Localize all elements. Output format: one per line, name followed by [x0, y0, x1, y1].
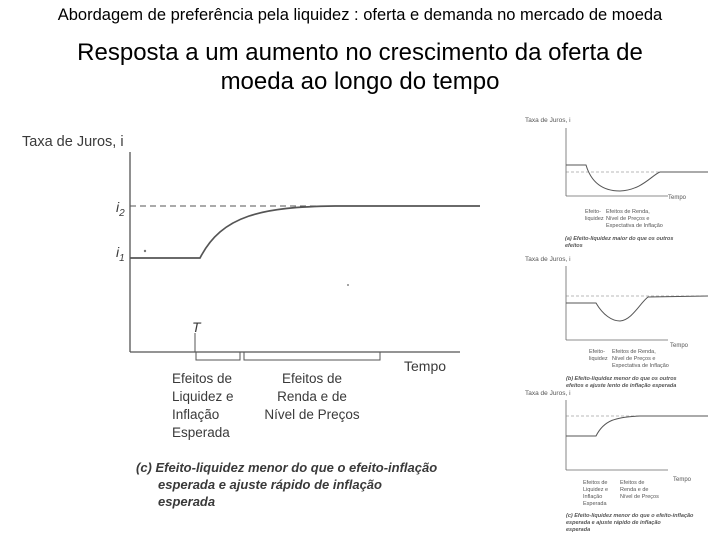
thumb-b-effect2: Nível de Preços e — [612, 356, 656, 362]
thumb-b-effect2: Expectativa de Inflação — [612, 363, 669, 369]
main-t-label: T — [192, 319, 201, 335]
main-effect1-line: Inflação — [172, 407, 220, 422]
thumb-a-effect2: Nível de Preços e — [606, 216, 650, 222]
main-bracket-liquidity — [196, 352, 240, 360]
main-speck — [144, 250, 146, 252]
thumb-c-effect2: Nível de Preços — [620, 494, 659, 500]
main-ylabel: Taxa de Juros, i — [22, 134, 124, 150]
thumb-b-xlabel: Tempo — [670, 343, 689, 349]
thumb-c-xlabel: Tempo — [673, 477, 692, 483]
thumb-c-ylabel: Taxa de Juros, i — [525, 390, 571, 397]
thumb-b-caption: (b) Efeito-liquidez menor do que os outros — [566, 376, 677, 382]
thumb-c-caption: (c) Efeito-liquidez menor do que o efeito-inflação — [566, 513, 694, 519]
main-effect1-line: Esperada — [172, 425, 230, 440]
thumb-a-effect2: Expectativa de Inflação — [606, 223, 663, 229]
thumb-c-caption: esperada e ajuste rápido de inflação — [566, 520, 661, 526]
main-interest-rate-curve — [130, 206, 480, 258]
thumb-a-xlabel: Tempo — [668, 195, 687, 201]
thumb-b-effect1: liquidez — [589, 356, 608, 362]
main-xlabel: Tempo — [404, 358, 447, 374]
main-effect2-label — [264, 371, 360, 422]
main-speck — [347, 284, 349, 286]
thumb-c-effect1: Liquidez e — [583, 487, 609, 493]
main-caption-line: (c) Efeito-liquidez menor do que o efeito-inflação — [136, 460, 438, 475]
main-effect2-line: Renda e de — [277, 389, 347, 404]
thumb-a-curve — [566, 165, 708, 191]
thumb-c-effect2: Efeitos de — [620, 480, 645, 486]
thumb-c-effect1: Esperada — [583, 501, 607, 507]
slide-top-title: Abordagem de preferência pela liquidez : oferta e demanda no mercado de moeda — [57, 6, 663, 24]
thumbnail-a — [525, 117, 708, 249]
thumb-a-effect2: Efeitos de Renda, — [606, 209, 650, 215]
thumbnail-b — [525, 256, 708, 389]
main-caption-line: esperada e ajuste rápido de inflação — [158, 477, 382, 492]
main-caption-line: esperada — [158, 494, 216, 509]
main-title-line-1: Resposta a um aumento no crescimento da oferta de — [77, 39, 643, 66]
thumb-b-curve — [566, 296, 708, 321]
thumb-a-caption: (a) Efeito-liquidez maior do que os outros — [565, 236, 674, 242]
main-effect1-line: Liquidez e — [172, 389, 234, 404]
thumb-a-effect1: Efeito- — [585, 209, 601, 215]
thumb-c-curve — [566, 416, 708, 436]
main-bracket-income — [244, 352, 380, 360]
main-effect1-line: Efeitos de — [172, 371, 233, 386]
main-title-line-2: moeda ao longo do tempo — [220, 68, 500, 95]
thumb-a-effect1: liquidez — [585, 216, 604, 222]
thumb-c-caption: esperada — [566, 527, 591, 533]
thumb-c-effect1: Inflação — [583, 494, 603, 500]
thumbnail-c — [525, 390, 708, 533]
main-caption — [136, 460, 437, 509]
thumb-a-ylabel: Taxa de Juros, i — [525, 117, 571, 124]
thumb-b-ylabel: Taxa de Juros, i — [525, 256, 571, 263]
main-effect2-line: Nível de Preços — [264, 407, 360, 422]
main-graph — [22, 134, 480, 509]
thumb-b-effect2: Efeitos de Renda, — [612, 349, 656, 355]
thumb-c-effect2: Renda e de — [620, 487, 649, 493]
thumb-a-caption: efeitos — [565, 243, 583, 249]
thumb-b-effect1: Efeito- — [589, 349, 605, 355]
main-i1-label: $i_1$ — [116, 244, 125, 264]
thumb-c-effect1: Efeitos de — [583, 480, 608, 486]
main-effect1-label — [172, 371, 234, 440]
main-effect2-line: Efeitos de — [281, 371, 343, 386]
thumb-b-caption: efeitos e ajuste lento de inflação esperada — [566, 383, 677, 389]
main-i2-label: $i_2$ — [116, 199, 125, 219]
